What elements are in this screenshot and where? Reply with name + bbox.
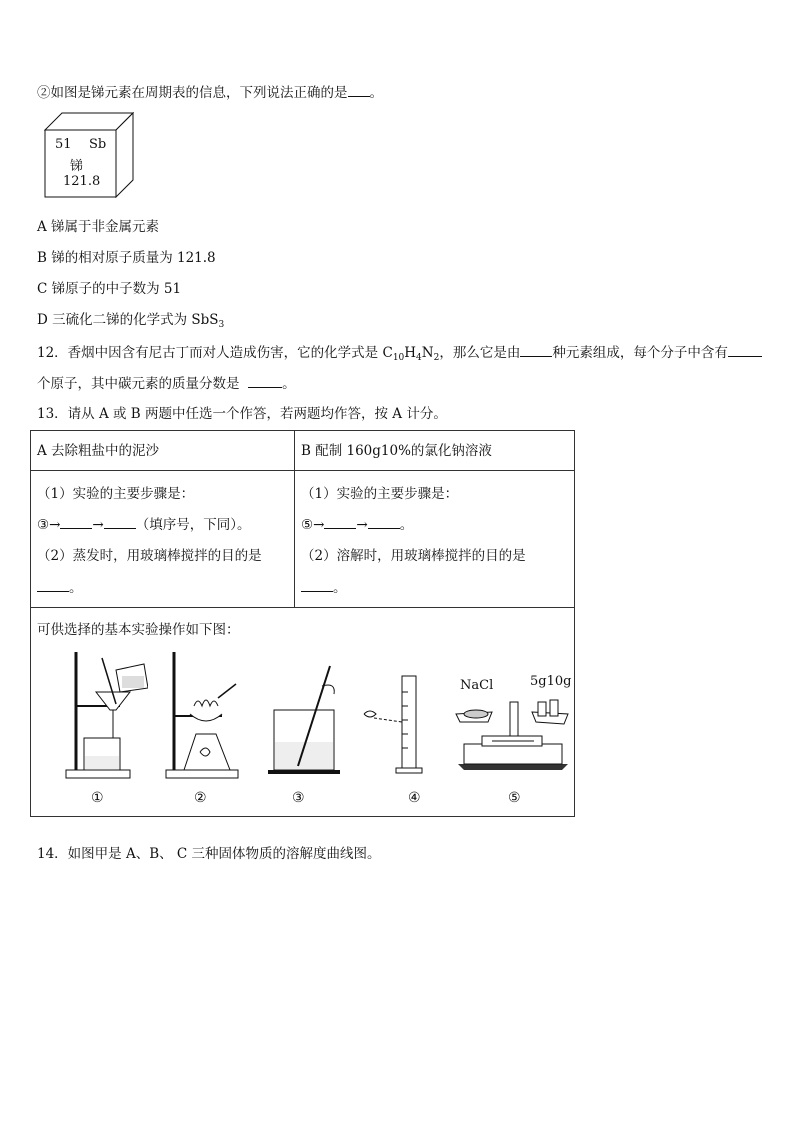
arrow: → bbox=[356, 517, 368, 533]
evaporation-apparatus-icon bbox=[160, 648, 242, 780]
answer-blank[interactable] bbox=[728, 342, 762, 357]
punct: 。 bbox=[369, 85, 383, 101]
subscript: 3 bbox=[218, 320, 225, 330]
option-a[interactable]: A 锑属于非金属元素 bbox=[37, 219, 160, 235]
question-11-part2 bbox=[37, 82, 383, 103]
seq-text: ⑤→ bbox=[301, 517, 325, 533]
question-12-line1 bbox=[37, 342, 762, 368]
op-number-2: ② bbox=[194, 790, 207, 806]
option-d-text: D 三硫化二锑的化学式为 SbS bbox=[37, 312, 219, 328]
answer-blank[interactable] bbox=[37, 577, 69, 592]
option-c[interactable]: C 锑原子的中子数为 51 bbox=[37, 281, 182, 297]
op-number-5: ⑤ bbox=[508, 790, 521, 806]
b-step2: （2）溶解时，用玻璃棒搅拌的目的是 bbox=[301, 548, 526, 564]
note: （填序号，下同）。 bbox=[135, 517, 251, 533]
subscript: 2 bbox=[433, 353, 440, 363]
col-b-header: B 配制 160g10%的氯化钠溶液 bbox=[301, 443, 492, 459]
answer-blank[interactable] bbox=[520, 342, 552, 357]
q12-text: 种元素组成，每个分子中含有 bbox=[552, 345, 728, 361]
subscript: 10 bbox=[392, 353, 405, 363]
q12-text: 个原子，其中碳元素的质量分数是 bbox=[37, 376, 240, 392]
balance-left-label: NaCl bbox=[460, 678, 494, 693]
op-number-1: ① bbox=[91, 790, 104, 806]
a-step2: （2）蒸发时，用玻璃棒搅拌的目的是 bbox=[37, 548, 262, 564]
option-b[interactable]: B 锑的相对原子质量为 121.8 bbox=[37, 250, 216, 266]
a-step2-blank-line bbox=[37, 577, 83, 598]
a-step1-seq bbox=[37, 514, 250, 535]
question-12-line2 bbox=[37, 373, 296, 394]
ops-caption: 可供选择的基本实验操作如下图： bbox=[37, 622, 240, 638]
answer-blank[interactable] bbox=[301, 577, 333, 592]
question-14: 14．如图甲是 A、B、 C 三种固体物质的溶解度曲线图。 bbox=[37, 846, 381, 862]
a-step1: （1）实验的主要步骤是： bbox=[37, 486, 195, 502]
answer-blank[interactable] bbox=[104, 514, 136, 529]
b-step2-blank-line bbox=[301, 577, 347, 598]
subscript: 4 bbox=[416, 353, 422, 363]
element-symbol: Sb bbox=[89, 137, 107, 152]
divider bbox=[30, 470, 574, 471]
q12-text: H bbox=[404, 345, 417, 361]
seq-text: ③→ bbox=[37, 517, 61, 533]
question-13-intro: 13．请从 A 或 B 两题中任选一个作答，若两题均作答，按 A 计分。 bbox=[37, 406, 447, 422]
question-text: ②如图是锑元素在周期表的信息，下列说法正确的是 bbox=[37, 85, 348, 101]
divider bbox=[294, 430, 295, 607]
graduated-cylinder-icon bbox=[360, 672, 440, 776]
option-d[interactable] bbox=[37, 310, 224, 335]
op-number-4: ④ bbox=[408, 790, 421, 806]
punct: 。 bbox=[282, 376, 296, 392]
op-number-3: ③ bbox=[292, 790, 305, 806]
answer-blank[interactable] bbox=[348, 82, 370, 97]
element-number: 51 bbox=[55, 137, 72, 152]
b-step1: （1）实验的主要步骤是： bbox=[301, 486, 459, 502]
answer-blank[interactable] bbox=[248, 373, 282, 388]
punct: 。 bbox=[333, 580, 347, 596]
dissolving-beaker-icon bbox=[266, 662, 346, 778]
punct: 。 bbox=[399, 517, 414, 533]
q12-text: N bbox=[421, 345, 434, 361]
b-step1-seq bbox=[301, 514, 413, 535]
col-a-header: A 去除粗盐中的泥沙 bbox=[37, 443, 160, 459]
balance-right-label: 5g10g bbox=[530, 674, 572, 689]
q12-text: 12．香烟中因含有尼古丁而对人造成伤害，它的化学式是 C bbox=[37, 345, 393, 361]
element-name: 锑 bbox=[70, 159, 84, 174]
balance-scale-icon bbox=[452, 692, 574, 774]
element-mass: 121.8 bbox=[63, 174, 101, 189]
filtration-apparatus-icon bbox=[58, 648, 148, 780]
punct: 。 bbox=[69, 580, 83, 596]
answer-blank[interactable] bbox=[60, 514, 92, 529]
arrow: → bbox=[92, 517, 104, 533]
divider bbox=[30, 607, 574, 608]
answer-blank[interactable] bbox=[368, 514, 400, 529]
q12-text: ，那么它是由 bbox=[439, 345, 521, 361]
answer-blank[interactable] bbox=[324, 514, 356, 529]
